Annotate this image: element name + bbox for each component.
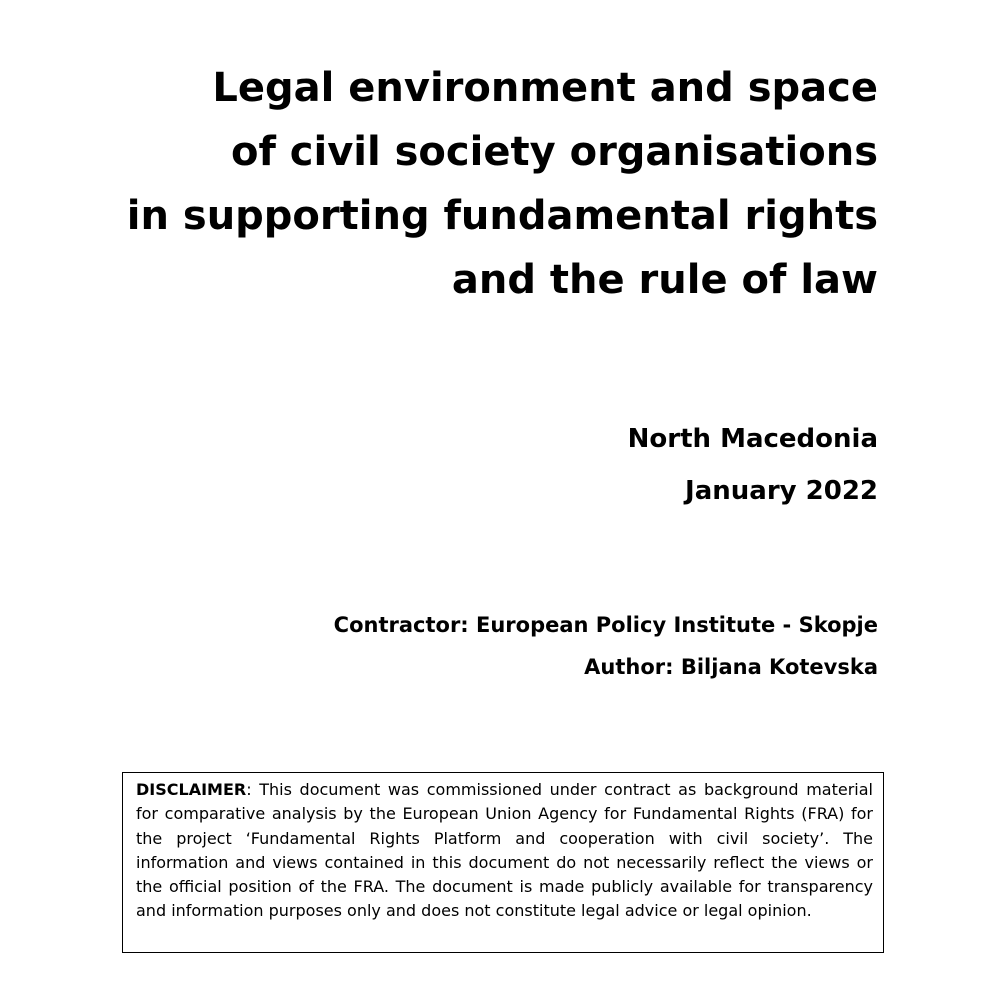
country-label: North Macedonia [627, 424, 878, 454]
document-meta [628, 413, 878, 517]
title-line-3: in supporting fundamental rights [126, 193, 878, 239]
disclaimer-label: DISCLAIMER [136, 780, 247, 799]
document-credits [334, 604, 878, 688]
document-title [78, 56, 878, 312]
disclaimer-box [122, 772, 884, 953]
title-line-1: Legal environment and space [212, 65, 878, 111]
author-label: Author: Biljana Kotevska [584, 655, 878, 679]
title-line-2: of civil society organisations [230, 129, 878, 175]
date-label: January 2022 [685, 476, 878, 506]
disclaimer-text: : This document was commissioned under contract as background material for comparative analysis by the European Union Agency for Fundamental Rights (FRA) for the project ‘Fundamental Rights Platform and cooperation with civil society’. The information and views contained in this document do not necessarily reflect the views or the official position of the FRA. The document is made publicly available for transparency and information purposes only and does not constitute legal advice or legal opinion. [136, 780, 873, 921]
contractor-label: Contractor: European Policy Institute - Skopje [333, 613, 878, 637]
title-line-4: and the rule of law [451, 257, 878, 303]
